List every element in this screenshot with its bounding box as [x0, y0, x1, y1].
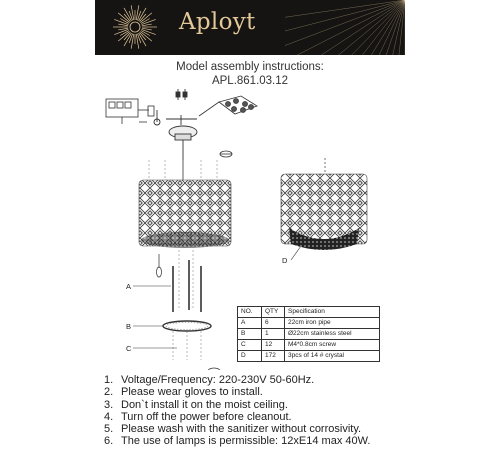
header-no: NO. [238, 307, 262, 318]
note-text: Don`t install it on the moist ceiling. [121, 398, 288, 411]
cell-qty: 12 [262, 340, 285, 351]
header-specification: Specification [285, 307, 380, 318]
part-label-a: A [126, 282, 132, 291]
cell-no: B [238, 329, 262, 340]
safety-notes-list [104, 374, 370, 448]
specification-table [237, 306, 380, 362]
list-item [104, 423, 370, 435]
cell-no: A [238, 318, 262, 329]
table-row [238, 351, 380, 362]
note-text: Voltage/Frequency: 220-230V 50-60Hz. [121, 374, 315, 386]
note-number: 2. [104, 386, 114, 399]
list-item [104, 374, 370, 386]
cell-spec: 3pcs of 14 # crystal [285, 351, 380, 362]
cell-no: C [238, 340, 262, 351]
part-label-d: D [282, 256, 288, 265]
sunburst-icon [112, 4, 158, 50]
chandelier-exploded-view [139, 160, 231, 360]
list-item [104, 386, 370, 398]
note-text: Turn off the power before cleanout. [121, 410, 292, 423]
note-text: Please wear gloves to install. [121, 386, 263, 399]
brand-banner [95, 0, 405, 55]
list-item [104, 435, 370, 447]
note-number: 4. [104, 410, 114, 423]
cell-qty: 1 [262, 329, 285, 340]
note-text: The use of lamps is permissible: 12xE14 max 40W. [121, 435, 371, 448]
cell-spec: Ø22cm stainless steel [285, 329, 380, 340]
bulb-detail [199, 96, 257, 116]
note-number: 3. [104, 398, 114, 411]
table-row [238, 329, 380, 340]
part-label-b: B [126, 322, 132, 331]
note-number: 6. [104, 435, 114, 448]
list-item [104, 411, 370, 423]
cell-spec: 22cm iron pipe [285, 318, 380, 329]
cell-spec: M4*0.8cm screw [285, 340, 380, 351]
cell-qty: 6 [262, 318, 285, 329]
brand-name: Aployt [179, 9, 256, 35]
ceiling-mount [154, 89, 197, 160]
note-number: 5. [104, 423, 114, 436]
part-label-c: C [126, 344, 132, 353]
table-row [238, 318, 380, 329]
model-number: APL.861.03.12 [211, 75, 289, 87]
decorative-rays [285, 0, 405, 55]
header-qty: QTY [262, 307, 285, 318]
table-row [238, 340, 380, 351]
list-item [104, 399, 370, 411]
cell-qty: 172 [262, 351, 285, 362]
cell-no: D [238, 351, 262, 362]
instructions-title: Model assembly instructions: [176, 61, 324, 73]
table-header-row [238, 307, 380, 318]
chandelier-assembled-view [281, 158, 367, 250]
note-text: Please wash with the sanitizer without corrosivity. [121, 423, 362, 436]
note-number: 1. [104, 374, 114, 386]
terminal-block [106, 99, 154, 124]
